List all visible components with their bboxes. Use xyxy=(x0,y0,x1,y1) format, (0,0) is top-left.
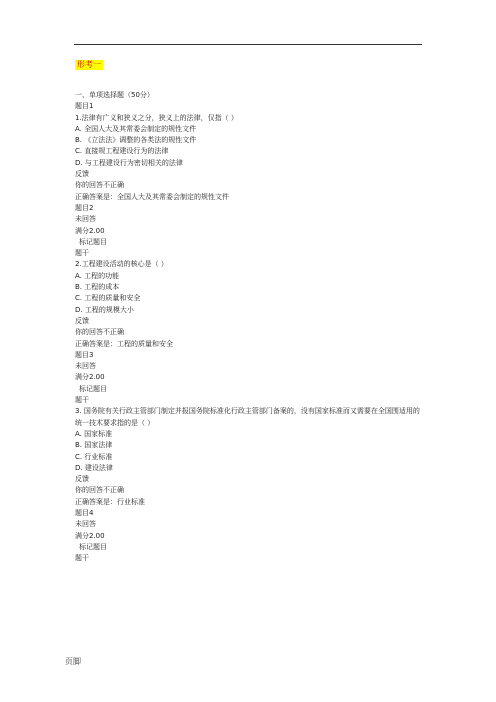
option-c: C. 行业标准 xyxy=(75,452,113,461)
feedback-label: 反馈 xyxy=(75,316,89,325)
answer-status: 未回答 xyxy=(75,215,96,224)
answer-result: 你的回答不正确 xyxy=(75,486,124,495)
correct-answer: 正确答案是：全国人大及其常委会制定的规性文件 xyxy=(75,192,229,201)
stem-label: 题干 xyxy=(75,396,89,405)
correct-answer: 正确答案是：行业标准 xyxy=(75,497,145,506)
score-label: 满分2.00 xyxy=(75,226,105,235)
header-rule xyxy=(74,44,422,45)
answer-result: 你的回答不正确 xyxy=(75,328,124,337)
document-title: 形考一 xyxy=(77,60,101,69)
stem-label: 题干 xyxy=(75,249,89,258)
option-a: A. 全国人大及其常委会制定的规性文件 xyxy=(75,124,197,133)
question-stem: 1.法律有广义和狭义之分，狭义上的法律，仅指（ ） xyxy=(75,113,238,122)
flag-question-link[interactable]: 标记题目 xyxy=(79,542,107,551)
section-title: 一、单项选择题（50分） xyxy=(75,91,154,99)
answer-status: 未回答 xyxy=(75,520,96,529)
option-b: B. 《立法法》调整的各类法的规性文件 xyxy=(75,136,197,145)
option-d: D. 与工程建设行为密切相关的法律 xyxy=(75,158,183,167)
question-stem: 3. 国务院有关行政主管部门制定并报国务院标准化行政主管部门备案的，没有国家标准而又需要在全国围适用的统一技术要求指的是（ ） xyxy=(75,407,420,427)
flag-question-link[interactable]: 标记题目 xyxy=(79,237,107,246)
question-label: 题目2 xyxy=(75,203,94,212)
feedback-label: 反馈 xyxy=(75,170,89,179)
option-c: C. 工程的质量和安全 xyxy=(75,294,141,303)
answer-status: 未回答 xyxy=(75,362,96,371)
option-a: A. 工程的功能 xyxy=(75,271,120,280)
page-footer: 页脚 xyxy=(65,657,81,666)
score-label: 满分2.00 xyxy=(75,373,105,382)
question-label: 题目3 xyxy=(75,350,94,359)
answer-result: 你的回答不正确 xyxy=(75,181,124,190)
correct-answer: 正确答案是：工程的质量和安全 xyxy=(75,339,173,348)
option-a: A. 国家标准 xyxy=(75,429,113,438)
question-label: 题目4 xyxy=(75,508,94,517)
feedback-label: 反馈 xyxy=(75,475,89,484)
question-label: 题目1 xyxy=(75,102,94,111)
option-d: D. 建设法律 xyxy=(75,463,113,472)
option-c: C. 直接规工程建设行为的法律 xyxy=(75,147,169,156)
option-d: D. 工程的规模大小 xyxy=(75,305,134,314)
score-label: 满分2.00 xyxy=(75,531,105,540)
flag-question-link[interactable]: 标记题目 xyxy=(79,384,107,393)
option-b: B. 工程的成本 xyxy=(75,283,120,292)
stem-label: 题干 xyxy=(75,554,89,563)
option-b: B. 国家法律 xyxy=(75,441,113,450)
question-stem: 2.工程建设活动的核心是（ ） xyxy=(75,260,168,269)
document-body xyxy=(75,90,425,564)
